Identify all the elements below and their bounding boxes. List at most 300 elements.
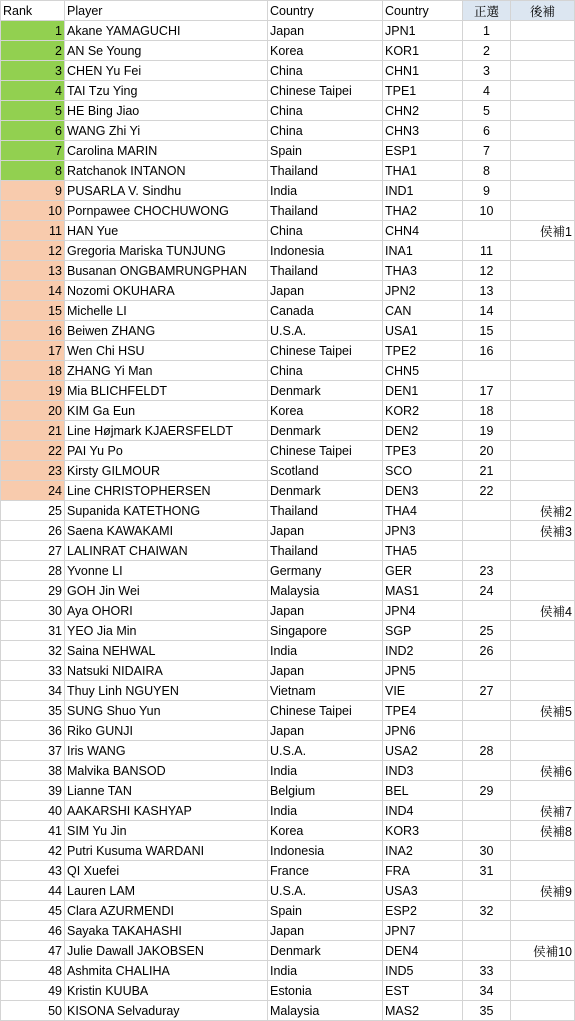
reserve-cell <box>511 261 575 281</box>
table-row <box>1 421 575 441</box>
main-selection-cell: 7 <box>463 141 511 161</box>
player-cell: LALINRAT CHAIWAN <box>65 541 268 561</box>
player-cell: Wen Chi HSU <box>65 341 268 361</box>
reserve-cell <box>511 101 575 121</box>
country-cell: Japan <box>268 601 383 621</box>
player-cell: Lianne TAN <box>65 781 268 801</box>
reserve-cell <box>511 441 575 461</box>
reserve-cell <box>511 181 575 201</box>
main-selection-cell <box>463 761 511 781</box>
reserve-cell: 侯補4 <box>511 601 575 621</box>
main-selection-cell <box>463 801 511 821</box>
country-code-cell: THA1 <box>383 161 463 181</box>
rank-cell: 41 <box>1 821 65 841</box>
reserve-cell: 侯補6 <box>511 761 575 781</box>
reserve-cell <box>511 241 575 261</box>
country-code-cell: USA3 <box>383 881 463 901</box>
rank-cell: 19 <box>1 381 65 401</box>
country-cell: China <box>268 361 383 381</box>
reserve-cell <box>511 381 575 401</box>
country-code-cell: EST <box>383 981 463 1001</box>
country-cell: Denmark <box>268 381 383 401</box>
player-cell: Putri Kusuma WARDANI <box>65 841 268 861</box>
player-cell: Beiwen ZHANG <box>65 321 268 341</box>
main-selection-cell: 21 <box>463 461 511 481</box>
header-rank: Rank <box>1 1 65 21</box>
reserve-cell <box>511 901 575 921</box>
player-cell: AAKARSHI KASHYAP <box>65 801 268 821</box>
country-cell: India <box>268 641 383 661</box>
country-code-cell: VIE <box>383 681 463 701</box>
main-selection-cell <box>463 881 511 901</box>
main-selection-cell: 16 <box>463 341 511 361</box>
table-row <box>1 61 575 81</box>
country-code-cell: JPN2 <box>383 281 463 301</box>
country-cell: U.S.A. <box>268 321 383 341</box>
reserve-cell <box>511 621 575 641</box>
reserve-cell <box>511 301 575 321</box>
country-code-cell: TPE2 <box>383 341 463 361</box>
country-cell: Canada <box>268 301 383 321</box>
rank-cell: 33 <box>1 661 65 681</box>
rank-cell: 12 <box>1 241 65 261</box>
reserve-cell <box>511 161 575 181</box>
main-selection-cell: 4 <box>463 81 511 101</box>
reserve-cell <box>511 461 575 481</box>
player-cell: TAI Tzu Ying <box>65 81 268 101</box>
country-cell: Chinese Taipei <box>268 701 383 721</box>
country-cell: China <box>268 221 383 241</box>
rank-cell: 42 <box>1 841 65 861</box>
country-code-cell: JPN4 <box>383 601 463 621</box>
player-cell: Mia BLICHFELDT <box>65 381 268 401</box>
main-selection-cell <box>463 221 511 241</box>
rank-cell: 18 <box>1 361 65 381</box>
country-code-cell: KOR3 <box>383 821 463 841</box>
main-selection-cell <box>463 921 511 941</box>
country-cell: Chinese Taipei <box>268 341 383 361</box>
main-selection-cell: 6 <box>463 121 511 141</box>
rank-cell: 17 <box>1 341 65 361</box>
rank-cell: 5 <box>1 101 65 121</box>
rank-cell: 3 <box>1 61 65 81</box>
country-cell: Japan <box>268 521 383 541</box>
country-code-cell: MAS1 <box>383 581 463 601</box>
country-code-cell: IND3 <box>383 761 463 781</box>
player-cell: Lauren LAM <box>65 881 268 901</box>
country-cell: Denmark <box>268 481 383 501</box>
rank-cell: 10 <box>1 201 65 221</box>
table-row <box>1 441 575 461</box>
header-country: Country <box>268 1 383 21</box>
player-cell: QI Xuefei <box>65 861 268 881</box>
player-cell: Yvonne LI <box>65 561 268 581</box>
rank-cell: 1 <box>1 21 65 41</box>
reserve-cell: 侯補1 <box>511 221 575 241</box>
rank-cell: 23 <box>1 461 65 481</box>
player-cell: Kristin KUUBA <box>65 981 268 1001</box>
rank-cell: 7 <box>1 141 65 161</box>
rank-cell: 6 <box>1 121 65 141</box>
player-cell: Busanan ONGBAMRUNGPHAN <box>65 261 268 281</box>
country-cell: Korea <box>268 401 383 421</box>
country-code-cell: CHN3 <box>383 121 463 141</box>
country-code-cell: IND4 <box>383 801 463 821</box>
table-row <box>1 881 575 901</box>
rank-cell: 8 <box>1 161 65 181</box>
main-selection-cell: 2 <box>463 41 511 61</box>
reserve-cell <box>511 981 575 1001</box>
table-row <box>1 781 575 801</box>
main-selection-cell: 24 <box>463 581 511 601</box>
table-row <box>1 381 575 401</box>
player-cell: SUNG Shuo Yun <box>65 701 268 721</box>
player-cell: AN Se Young <box>65 41 268 61</box>
rank-cell: 38 <box>1 761 65 781</box>
main-selection-cell: 32 <box>463 901 511 921</box>
country-code-cell: JPN5 <box>383 661 463 681</box>
player-cell: YEO Jia Min <box>65 621 268 641</box>
country-cell: India <box>268 801 383 821</box>
country-code-cell: THA4 <box>383 501 463 521</box>
player-cell: Carolina MARIN <box>65 141 268 161</box>
player-cell: Akane YAMAGUCHI <box>65 21 268 41</box>
main-selection-cell <box>463 541 511 561</box>
country-code-cell: THA5 <box>383 541 463 561</box>
table-row <box>1 201 575 221</box>
country-code-cell: BEL <box>383 781 463 801</box>
reserve-cell <box>511 121 575 141</box>
country-cell: Japan <box>268 21 383 41</box>
player-cell: Saena KAWAKAMI <box>65 521 268 541</box>
table-row <box>1 521 575 541</box>
player-cell: Ratchanok INTANON <box>65 161 268 181</box>
player-cell: Ashmita CHALIHA <box>65 961 268 981</box>
player-cell: Sayaka TAKAHASHI <box>65 921 268 941</box>
table-row <box>1 21 575 41</box>
country-code-cell: ESP1 <box>383 141 463 161</box>
country-code-cell: USA1 <box>383 321 463 341</box>
reserve-cell <box>511 321 575 341</box>
rank-cell: 44 <box>1 881 65 901</box>
table-row <box>1 241 575 261</box>
main-selection-cell: 34 <box>463 981 511 1001</box>
player-cell: SIM Yu Jin <box>65 821 268 841</box>
country-cell: India <box>268 761 383 781</box>
rank-cell: 32 <box>1 641 65 661</box>
country-code-cell: DEN1 <box>383 381 463 401</box>
country-code-cell: SCO <box>383 461 463 481</box>
country-cell: Denmark <box>268 421 383 441</box>
rank-cell: 9 <box>1 181 65 201</box>
main-selection-cell <box>463 701 511 721</box>
main-selection-cell <box>463 941 511 961</box>
country-cell: Spain <box>268 901 383 921</box>
main-selection-cell: 11 <box>463 241 511 261</box>
country-code-cell: CHN5 <box>383 361 463 381</box>
country-cell: Belgium <box>268 781 383 801</box>
rank-cell: 21 <box>1 421 65 441</box>
reserve-cell <box>511 341 575 361</box>
header-country-code: Country <box>383 1 463 21</box>
main-selection-cell: 10 <box>463 201 511 221</box>
country-code-cell: FRA <box>383 861 463 881</box>
player-cell: ZHANG Yi Man <box>65 361 268 381</box>
main-selection-cell: 20 <box>463 441 511 461</box>
table-row <box>1 81 575 101</box>
rank-cell: 37 <box>1 741 65 761</box>
rank-cell: 48 <box>1 961 65 981</box>
rank-cell: 13 <box>1 261 65 281</box>
table-row <box>1 601 575 621</box>
country-cell: Thailand <box>268 201 383 221</box>
main-selection-cell <box>463 821 511 841</box>
table-row <box>1 401 575 421</box>
player-cell: Kirsty GILMOUR <box>65 461 268 481</box>
country-cell: Japan <box>268 281 383 301</box>
country-cell: Germany <box>268 561 383 581</box>
main-selection-cell <box>463 361 511 381</box>
header-main-selection: 正選 <box>463 1 511 21</box>
table-row <box>1 561 575 581</box>
reserve-cell <box>511 841 575 861</box>
rank-cell: 39 <box>1 781 65 801</box>
table-row <box>1 961 575 981</box>
table-row <box>1 161 575 181</box>
rank-cell: 24 <box>1 481 65 501</box>
table-row <box>1 341 575 361</box>
reserve-cell <box>511 41 575 61</box>
player-cell: WANG Zhi Yi <box>65 121 268 141</box>
main-selection-cell: 22 <box>463 481 511 501</box>
reserve-cell: 侯補2 <box>511 501 575 521</box>
country-cell: France <box>268 861 383 881</box>
table-row <box>1 901 575 921</box>
table-row <box>1 921 575 941</box>
country-code-cell: CAN <box>383 301 463 321</box>
table-row <box>1 361 575 381</box>
player-cell: Line CHRISTOPHERSEN <box>65 481 268 501</box>
table-row <box>1 821 575 841</box>
table-row <box>1 761 575 781</box>
main-selection-cell: 3 <box>463 61 511 81</box>
main-selection-cell: 27 <box>463 681 511 701</box>
main-selection-cell: 12 <box>463 261 511 281</box>
reserve-cell <box>511 281 575 301</box>
player-cell: Line Højmark KJAERSFELDT <box>65 421 268 441</box>
player-cell: Julie Dawall JAKOBSEN <box>65 941 268 961</box>
main-selection-cell: 35 <box>463 1001 511 1021</box>
player-cell: PAI Yu Po <box>65 441 268 461</box>
table-row <box>1 301 575 321</box>
player-cell: KISONA Selvaduray <box>65 1001 268 1021</box>
reserve-cell <box>511 561 575 581</box>
country-cell: Indonesia <box>268 841 383 861</box>
rank-cell: 40 <box>1 801 65 821</box>
country-code-cell: THA3 <box>383 261 463 281</box>
country-cell: Korea <box>268 821 383 841</box>
rank-cell: 27 <box>1 541 65 561</box>
rank-cell: 2 <box>1 41 65 61</box>
reserve-cell <box>511 721 575 741</box>
country-cell: Japan <box>268 921 383 941</box>
main-selection-cell: 19 <box>463 421 511 441</box>
rank-cell: 26 <box>1 521 65 541</box>
country-cell: U.S.A. <box>268 741 383 761</box>
main-selection-cell <box>463 721 511 741</box>
reserve-cell: 侯補10 <box>511 941 575 961</box>
table-row <box>1 281 575 301</box>
table-row <box>1 621 575 641</box>
country-code-cell: ESP2 <box>383 901 463 921</box>
main-selection-cell: 9 <box>463 181 511 201</box>
rank-cell: 16 <box>1 321 65 341</box>
rank-cell: 29 <box>1 581 65 601</box>
country-code-cell: JPN3 <box>383 521 463 541</box>
player-cell: CHEN Yu Fei <box>65 61 268 81</box>
rank-cell: 22 <box>1 441 65 461</box>
table-row <box>1 721 575 741</box>
country-cell: Thailand <box>268 261 383 281</box>
reserve-cell <box>511 921 575 941</box>
rank-cell: 20 <box>1 401 65 421</box>
country-cell: Spain <box>268 141 383 161</box>
reserve-cell <box>511 81 575 101</box>
table-row <box>1 261 575 281</box>
country-cell: Thailand <box>268 161 383 181</box>
country-code-cell: CHN2 <box>383 101 463 121</box>
table-row <box>1 321 575 341</box>
rank-cell: 43 <box>1 861 65 881</box>
reserve-cell: 侯補8 <box>511 821 575 841</box>
main-selection-cell: 30 <box>463 841 511 861</box>
rank-cell: 46 <box>1 921 65 941</box>
country-code-cell: IND1 <box>383 181 463 201</box>
country-code-cell: MAS2 <box>383 1001 463 1021</box>
table-row <box>1 101 575 121</box>
table-row <box>1 41 575 61</box>
reserve-cell <box>511 1001 575 1021</box>
reserve-cell <box>511 481 575 501</box>
country-code-cell: TPE1 <box>383 81 463 101</box>
country-code-cell: DEN2 <box>383 421 463 441</box>
main-selection-cell: 8 <box>463 161 511 181</box>
header-player: Player <box>65 1 268 21</box>
reserve-cell <box>511 61 575 81</box>
table-row <box>1 1001 575 1021</box>
table-row <box>1 501 575 521</box>
main-selection-cell: 29 <box>463 781 511 801</box>
reserve-cell: 侯補7 <box>511 801 575 821</box>
main-selection-cell: 23 <box>463 561 511 581</box>
country-cell: Estonia <box>268 981 383 1001</box>
player-cell: Gregoria Mariska TUNJUNG <box>65 241 268 261</box>
rank-cell: 45 <box>1 901 65 921</box>
country-cell: U.S.A. <box>268 881 383 901</box>
country-cell: Japan <box>268 721 383 741</box>
table-row <box>1 481 575 501</box>
rank-cell: 4 <box>1 81 65 101</box>
reserve-cell <box>511 781 575 801</box>
country-code-cell: JPN6 <box>383 721 463 741</box>
rank-cell: 35 <box>1 701 65 721</box>
country-cell: Vietnam <box>268 681 383 701</box>
rank-cell: 50 <box>1 1001 65 1021</box>
country-cell: Thailand <box>268 541 383 561</box>
main-selection-cell: 14 <box>463 301 511 321</box>
reserve-cell <box>511 741 575 761</box>
rank-cell: 36 <box>1 721 65 741</box>
country-code-cell: CHN1 <box>383 61 463 81</box>
player-cell: Natsuki NIDAIRA <box>65 661 268 681</box>
table-row <box>1 741 575 761</box>
table-row <box>1 801 575 821</box>
player-cell: Nozomi OKUHARA <box>65 281 268 301</box>
table-row <box>1 941 575 961</box>
country-cell: Korea <box>268 41 383 61</box>
country-code-cell: INA2 <box>383 841 463 861</box>
reserve-cell <box>511 361 575 381</box>
country-cell: India <box>268 961 383 981</box>
country-code-cell: USA2 <box>383 741 463 761</box>
rank-cell: 34 <box>1 681 65 701</box>
country-cell: Scotland <box>268 461 383 481</box>
table-row <box>1 681 575 701</box>
country-code-cell: TPE4 <box>383 701 463 721</box>
country-code-cell: DEN4 <box>383 941 463 961</box>
reserve-cell <box>511 421 575 441</box>
reserve-cell <box>511 681 575 701</box>
country-code-cell: KOR2 <box>383 401 463 421</box>
country-code-cell: IND5 <box>383 961 463 981</box>
table-row <box>1 141 575 161</box>
country-code-cell: TPE3 <box>383 441 463 461</box>
player-cell: Pornpawee CHOCHUWONG <box>65 201 268 221</box>
player-cell: Aya OHORI <box>65 601 268 621</box>
rank-cell: 49 <box>1 981 65 1001</box>
table-row <box>1 981 575 1001</box>
main-selection-cell: 5 <box>463 101 511 121</box>
reserve-cell <box>511 661 575 681</box>
country-code-cell: CHN4 <box>383 221 463 241</box>
rank-cell: 14 <box>1 281 65 301</box>
country-cell: China <box>268 61 383 81</box>
rank-cell: 47 <box>1 941 65 961</box>
main-selection-cell <box>463 521 511 541</box>
table-row <box>1 701 575 721</box>
country-cell: India <box>268 181 383 201</box>
country-cell: Singapore <box>268 621 383 641</box>
main-selection-cell: 18 <box>463 401 511 421</box>
table-row <box>1 641 575 661</box>
table-row <box>1 541 575 561</box>
reserve-cell <box>511 541 575 561</box>
player-cell: Clara AZURMENDI <box>65 901 268 921</box>
main-selection-cell: 15 <box>463 321 511 341</box>
reserve-cell <box>511 861 575 881</box>
country-cell: Chinese Taipei <box>268 441 383 461</box>
main-selection-cell: 1 <box>463 21 511 41</box>
table-row <box>1 661 575 681</box>
player-cell: Saina NEHWAL <box>65 641 268 661</box>
reserve-cell: 侯補3 <box>511 521 575 541</box>
main-selection-cell: 26 <box>463 641 511 661</box>
reserve-cell <box>511 401 575 421</box>
main-selection-cell: 25 <box>463 621 511 641</box>
table-row <box>1 181 575 201</box>
rank-cell: 28 <box>1 561 65 581</box>
player-cell: GOH Jin Wei <box>65 581 268 601</box>
